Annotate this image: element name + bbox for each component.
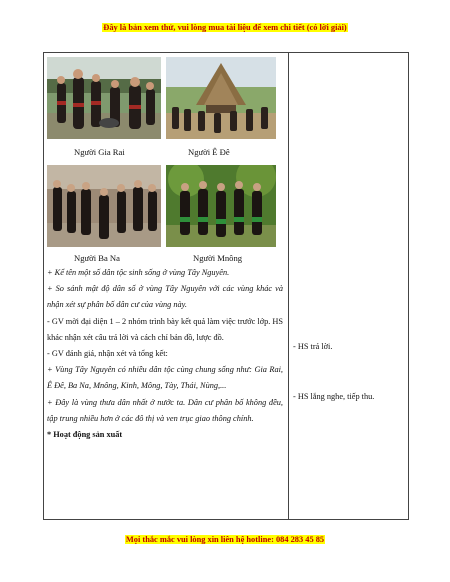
teacher-invite-groups: - GV mời đại diện 1 – 2 nhóm trình bày kết quả làm việc trước lớp. HS khác nhận xét câu trả lời và cách chỉ bản đồ, lược đồ. [47, 316, 283, 342]
teacher-evaluate: - GV đánh giá, nhận xét và tổng kết: [47, 349, 168, 359]
column-divider [288, 53, 289, 519]
task-compare-density: + So sánh mật độ dân số ở vùng Tây Nguyên với các vùng khác và nhận xét sự phân bố dân cư của vùng này. [47, 284, 283, 310]
footer-banner [0, 535, 450, 544]
photo-gia-rai [47, 57, 161, 139]
photo-ba-na [47, 165, 161, 247]
lesson-content [47, 265, 283, 443]
photo-e-de [166, 57, 276, 139]
section-heading-production: * Hoạt động sản xuất [47, 430, 123, 440]
header-banner [0, 23, 450, 32]
caption-ba-na: Người Ba Na [74, 253, 120, 263]
summary-population: + Đây là vùng thưa dân nhất ở nước ta. Dân cư phân bố không đều, tập trung nhiều hơn ở các đô thị và ven trục giao thông chính. [47, 397, 283, 423]
lesson-table [43, 52, 409, 520]
student-answer: - HS trả lời. [293, 342, 333, 351]
student-listen: - HS lắng nghe, tiếp thu. [293, 392, 375, 401]
caption-mnong: Người Mnông [193, 253, 243, 263]
header-banner-text: Đây là bản xem thử, vui lòng mua tài liệu để xem chi tiết (có lời giải) [103, 23, 347, 32]
caption-e-de: Người Ê Đê [188, 147, 230, 157]
photo-mnong [166, 165, 276, 247]
task-list-ethnic-groups: + Kể tên một số dân tộc sinh sống ở vùng Tây Nguyên. [47, 268, 230, 277]
footer-banner-text: Mọi thắc mắc vui lòng xin liên hệ hotline: 084 283 45 85 [125, 535, 325, 544]
caption-gia-rai: Người Gia Rai [74, 147, 125, 157]
summary-ethnic-groups: + Vùng Tây Nguyên có nhiều dân tộc cùng chung sống như: Gia Rai, Ê Đê, Ba Na, Mnông, Kinh, Mông, Tày, Thái, Nùng,... [47, 365, 283, 391]
